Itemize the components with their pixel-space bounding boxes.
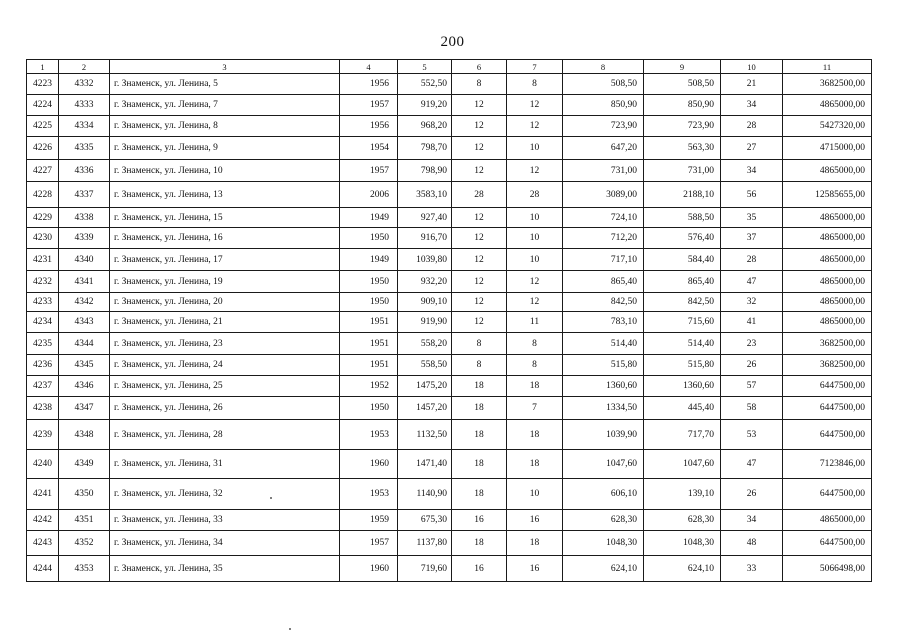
table-cell-col-6: 28 — [452, 182, 507, 208]
table-cell-col-6: 18 — [452, 376, 507, 397]
table-cell-col-9: 563,30 — [644, 137, 721, 160]
table-cell-col-11: 5427320,00 — [783, 116, 872, 137]
table-cell-col-3: г. Знаменск, ул. Ленина, 26 — [110, 397, 340, 420]
table-cell-col-5: 798,90 — [398, 160, 452, 182]
table-cell-col-1: 4243 — [27, 531, 59, 556]
table-cell-col-7: 7 — [507, 397, 563, 420]
table-cell-col-5: 675,30 — [398, 510, 452, 531]
table-cell-col-6: 12 — [452, 137, 507, 160]
table-cell-col-1: 4240 — [27, 450, 59, 479]
table-cell-col-9: 731,00 — [644, 160, 721, 182]
table-cell-col-10: 33 — [721, 556, 783, 582]
table-cell-col-2: 4338 — [59, 208, 110, 228]
table-cell-col-11: 6447500,00 — [783, 376, 872, 397]
table-row — [27, 160, 872, 182]
table-cell-col-2: 4348 — [59, 420, 110, 450]
table-cell-col-10: 34 — [721, 510, 783, 531]
table-cell-col-6: 16 — [452, 510, 507, 531]
table-cell-col-5: 558,20 — [398, 333, 452, 355]
table-cell-col-3: г. Знаменск, ул. Ленина, 13 — [110, 182, 340, 208]
table-cell-col-6: 8 — [452, 333, 507, 355]
table-cell-col-8: 628,30 — [563, 510, 644, 531]
table-cell-col-9: 508,50 — [644, 74, 721, 95]
table-cell-col-9: 842,50 — [644, 293, 721, 312]
table-cell-col-11: 4865000,00 — [783, 95, 872, 116]
table-cell-col-1: 4234 — [27, 312, 59, 333]
table-cell-col-5: 932,20 — [398, 271, 452, 293]
table-row — [27, 208, 872, 228]
table-row — [27, 355, 872, 376]
table-cell-col-6: 18 — [452, 479, 507, 510]
table-cell-col-11: 6447500,00 — [783, 397, 872, 420]
table-cell-col-7: 11 — [507, 312, 563, 333]
table-cell-col-1: 4226 — [27, 137, 59, 160]
table-row — [27, 397, 872, 420]
table-cell-col-8: 731,00 — [563, 160, 644, 182]
table-cell-col-4: 1949 — [340, 208, 398, 228]
table-cell-col-7: 10 — [507, 137, 563, 160]
table-cell-col-4: 1949 — [340, 249, 398, 271]
table-row — [27, 182, 872, 208]
table-cell-col-11: 4865000,00 — [783, 312, 872, 333]
table-cell-col-11: 4865000,00 — [783, 160, 872, 182]
table-cell-col-5: 1471,40 — [398, 450, 452, 479]
table-cell-col-3: г. Знаменск, ул. Ленина, 25 — [110, 376, 340, 397]
table-cell-col-8: 624,10 — [563, 556, 644, 582]
table-cell-col-6: 12 — [452, 312, 507, 333]
table-cell-col-4: 1959 — [340, 510, 398, 531]
table-cell-col-3: г. Знаменск, ул. Ленина, 28 — [110, 420, 340, 450]
table-cell-col-4: 2006 — [340, 182, 398, 208]
table-cell-col-9: 624,10 — [644, 556, 721, 582]
table-cell-col-3: г. Знаменск, ул. Ленина, 10 — [110, 160, 340, 182]
table-cell-col-1: 4223 — [27, 74, 59, 95]
table-cell-col-8: 3089,00 — [563, 182, 644, 208]
table-cell-col-10: 37 — [721, 228, 783, 249]
table-cell-col-9: 514,40 — [644, 333, 721, 355]
table-cell-col-11: 3682500,00 — [783, 74, 872, 95]
table-cell-col-9: 717,70 — [644, 420, 721, 450]
table-cell-col-3: г. Знаменск, ул. Ленина, 7 — [110, 95, 340, 116]
table-cell-col-10: 35 — [721, 208, 783, 228]
table-cell-col-7: 10 — [507, 208, 563, 228]
table-cell-col-5: 3583,10 — [398, 182, 452, 208]
table-cell-col-1: 4229 — [27, 208, 59, 228]
table-cell-col-1: 4225 — [27, 116, 59, 137]
table-row — [27, 556, 872, 582]
table-cell-col-7: 18 — [507, 376, 563, 397]
table-row — [27, 376, 872, 397]
table-cell-col-1: 4242 — [27, 510, 59, 531]
table-cell-col-7: 10 — [507, 228, 563, 249]
table-cell-col-7: 8 — [507, 355, 563, 376]
column-header-4: 4 — [340, 60, 398, 74]
table-cell-col-10: 53 — [721, 420, 783, 450]
table-cell-col-10: 41 — [721, 312, 783, 333]
table-cell-col-10: 56 — [721, 182, 783, 208]
table-cell-col-3: г. Знаменск, ул. Ленина, 15 — [110, 208, 340, 228]
table-cell-col-9: 576,40 — [644, 228, 721, 249]
table-cell-col-3: г. Знаменск, ул. Ленина, 24 — [110, 355, 340, 376]
table-cell-col-11: 6447500,00 — [783, 479, 872, 510]
table-cell-col-9: 715,60 — [644, 312, 721, 333]
table-cell-col-2: 4351 — [59, 510, 110, 531]
column-header-9: 9 — [644, 60, 721, 74]
table-cell-col-8: 1360,60 — [563, 376, 644, 397]
table-cell-col-5: 558,50 — [398, 355, 452, 376]
table-cell-col-11: 6447500,00 — [783, 420, 872, 450]
table-cell-col-7: 12 — [507, 271, 563, 293]
table-cell-col-2: 4347 — [59, 397, 110, 420]
table-cell-col-5: 968,20 — [398, 116, 452, 137]
table-cell-col-9: 850,90 — [644, 95, 721, 116]
table-cell-col-8: 842,50 — [563, 293, 644, 312]
table-cell-col-5: 798,70 — [398, 137, 452, 160]
table-cell-col-4: 1957 — [340, 160, 398, 182]
column-header-2: 2 — [59, 60, 110, 74]
table-cell-col-8: 606,10 — [563, 479, 644, 510]
table-cell-col-8: 783,10 — [563, 312, 644, 333]
table-cell-col-2: 4342 — [59, 293, 110, 312]
table-cell-col-1: 4235 — [27, 333, 59, 355]
column-header-3: 3 — [110, 60, 340, 74]
table-cell-col-11: 7123846,00 — [783, 450, 872, 479]
table-cell-col-8: 508,50 — [563, 74, 644, 95]
table-cell-col-5: 919,20 — [398, 95, 452, 116]
table-cell-col-4: 1957 — [340, 531, 398, 556]
table-cell-col-6: 18 — [452, 397, 507, 420]
table-cell-col-10: 21 — [721, 74, 783, 95]
table-cell-col-8: 647,20 — [563, 137, 644, 160]
table-cell-col-8: 1334,50 — [563, 397, 644, 420]
table-cell-col-6: 8 — [452, 355, 507, 376]
table-cell-col-4: 1954 — [340, 137, 398, 160]
table-cell-col-8: 723,90 — [563, 116, 644, 137]
scan-speck — [289, 628, 291, 630]
table-cell-col-3: г. Знаменск, ул. Ленина, 23 — [110, 333, 340, 355]
table-row — [27, 137, 872, 160]
table-cell-col-4: 1951 — [340, 355, 398, 376]
table-cell-col-3: г. Знаменск, ул. Ленина, 17 — [110, 249, 340, 271]
column-header-8: 8 — [563, 60, 644, 74]
table-cell-col-4: 1953 — [340, 479, 398, 510]
table-cell-col-10: 28 — [721, 249, 783, 271]
table-cell-col-6: 12 — [452, 95, 507, 116]
table-cell-col-1: 4231 — [27, 249, 59, 271]
table-cell-col-3: г. Знаменск, ул. Ленина, 16 — [110, 228, 340, 249]
table-cell-col-8: 717,10 — [563, 249, 644, 271]
table-cell-col-4: 1960 — [340, 450, 398, 479]
table-cell-col-6: 12 — [452, 208, 507, 228]
table-cell-col-9: 515,80 — [644, 355, 721, 376]
column-header-10: 10 — [721, 60, 783, 74]
table-row — [27, 479, 872, 510]
table-cell-col-2: 4335 — [59, 137, 110, 160]
column-header-11: 11 — [783, 60, 872, 74]
table-cell-col-7: 12 — [507, 160, 563, 182]
table-cell-col-7: 18 — [507, 450, 563, 479]
table-cell-col-9: 1047,60 — [644, 450, 721, 479]
table-cell-col-10: 27 — [721, 137, 783, 160]
table-cell-col-1: 4228 — [27, 182, 59, 208]
table-cell-col-1: 4238 — [27, 397, 59, 420]
registry-table — [26, 59, 872, 582]
table-cell-col-5: 1140,90 — [398, 479, 452, 510]
table-cell-col-6: 18 — [452, 531, 507, 556]
table-cell-col-11: 4865000,00 — [783, 271, 872, 293]
table-cell-col-5: 1457,20 — [398, 397, 452, 420]
table-cell-col-1: 4233 — [27, 293, 59, 312]
table-cell-col-2: 4349 — [59, 450, 110, 479]
table-cell-col-4: 1950 — [340, 228, 398, 249]
table-cell-col-2: 4344 — [59, 333, 110, 355]
table-cell-col-2: 4343 — [59, 312, 110, 333]
table-cell-col-3: г. Знаменск, ул. Ленина, 21 — [110, 312, 340, 333]
table-cell-col-2: 4332 — [59, 74, 110, 95]
table-cell-col-4: 1956 — [340, 116, 398, 137]
table-cell-col-8: 1048,30 — [563, 531, 644, 556]
table-cell-col-11: 6447500,00 — [783, 531, 872, 556]
table-cell-col-1: 4244 — [27, 556, 59, 582]
table-cell-col-6: 12 — [452, 160, 507, 182]
table-cell-col-9: 1048,30 — [644, 531, 721, 556]
table-cell-col-9: 628,30 — [644, 510, 721, 531]
table-cell-col-7: 10 — [507, 249, 563, 271]
table-cell-col-3: г. Знаменск, ул. Ленина, 32 — [110, 479, 340, 510]
table-cell-col-10: 47 — [721, 450, 783, 479]
header-row — [27, 60, 872, 74]
table-cell-col-10: 57 — [721, 376, 783, 397]
table-cell-col-5: 909,10 — [398, 293, 452, 312]
table-cell-col-6: 18 — [452, 450, 507, 479]
table-cell-col-8: 850,90 — [563, 95, 644, 116]
table-cell-col-5: 916,70 — [398, 228, 452, 249]
table-cell-col-1: 4236 — [27, 355, 59, 376]
table-cell-col-8: 1047,60 — [563, 450, 644, 479]
table-cell-col-11: 4865000,00 — [783, 228, 872, 249]
scan-speck — [270, 497, 272, 499]
table-cell-col-11: 4865000,00 — [783, 249, 872, 271]
table-cell-col-2: 4350 — [59, 479, 110, 510]
table-cell-col-3: г. Знаменск, ул. Ленина, 5 — [110, 74, 340, 95]
table-row — [27, 333, 872, 355]
table-cell-col-4: 1960 — [340, 556, 398, 582]
table-cell-col-7: 8 — [507, 333, 563, 355]
table-cell-col-2: 4353 — [59, 556, 110, 582]
table-body — [27, 74, 872, 582]
table-row — [27, 293, 872, 312]
table-header — [27, 60, 872, 74]
table-cell-col-2: 4340 — [59, 249, 110, 271]
table-cell-col-5: 1132,50 — [398, 420, 452, 450]
table-cell-col-8: 514,40 — [563, 333, 644, 355]
table-cell-col-7: 28 — [507, 182, 563, 208]
table-cell-col-10: 26 — [721, 355, 783, 376]
table-cell-col-5: 927,40 — [398, 208, 452, 228]
table-cell-col-2: 4339 — [59, 228, 110, 249]
table-cell-col-7: 18 — [507, 420, 563, 450]
table-cell-col-4: 1957 — [340, 95, 398, 116]
table-cell-col-9: 1360,60 — [644, 376, 721, 397]
table-cell-col-1: 4237 — [27, 376, 59, 397]
table-cell-col-6: 12 — [452, 271, 507, 293]
table-cell-col-5: 1137,80 — [398, 531, 452, 556]
table-cell-col-6: 12 — [452, 116, 507, 137]
table-cell-col-3: г. Знаменск, ул. Ленина, 33 — [110, 510, 340, 531]
table-cell-col-4: 1950 — [340, 293, 398, 312]
table-row — [27, 74, 872, 95]
table-cell-col-11: 4865000,00 — [783, 510, 872, 531]
table-cell-col-11: 4715000,00 — [783, 137, 872, 160]
table-cell-col-3: г. Знаменск, ул. Ленина, 9 — [110, 137, 340, 160]
table-cell-col-10: 58 — [721, 397, 783, 420]
table-cell-col-1: 4230 — [27, 228, 59, 249]
table-cell-col-8: 515,80 — [563, 355, 644, 376]
table-cell-col-9: 865,40 — [644, 271, 721, 293]
table-cell-col-10: 34 — [721, 95, 783, 116]
table-cell-col-8: 865,40 — [563, 271, 644, 293]
table-cell-col-10: 28 — [721, 116, 783, 137]
table-cell-col-5: 1039,80 — [398, 249, 452, 271]
table-cell-col-8: 712,20 — [563, 228, 644, 249]
table-cell-col-4: 1951 — [340, 312, 398, 333]
table-cell-col-2: 4336 — [59, 160, 110, 182]
table-cell-col-8: 724,10 — [563, 208, 644, 228]
table-cell-col-1: 4241 — [27, 479, 59, 510]
table-cell-col-9: 584,40 — [644, 249, 721, 271]
table-cell-col-10: 47 — [721, 271, 783, 293]
table-cell-col-10: 23 — [721, 333, 783, 355]
table-cell-col-7: 12 — [507, 116, 563, 137]
table-cell-col-11: 3682500,00 — [783, 355, 872, 376]
table-cell-col-7: 10 — [507, 479, 563, 510]
table-cell-col-4: 1951 — [340, 333, 398, 355]
page-number: 200 — [440, 34, 465, 50]
table-cell-col-4: 1952 — [340, 376, 398, 397]
table-cell-col-6: 12 — [452, 249, 507, 271]
table-cell-col-10: 26 — [721, 479, 783, 510]
table-cell-col-7: 12 — [507, 293, 563, 312]
table-cell-col-5: 719,60 — [398, 556, 452, 582]
table-cell-col-3: г. Знаменск, ул. Ленина, 20 — [110, 293, 340, 312]
table-cell-col-10: 48 — [721, 531, 783, 556]
table-cell-col-7: 16 — [507, 510, 563, 531]
table-row — [27, 116, 872, 137]
table-cell-col-2: 4346 — [59, 376, 110, 397]
table-cell-col-9: 723,90 — [644, 116, 721, 137]
table-row — [27, 249, 872, 271]
table-cell-col-6: 12 — [452, 293, 507, 312]
table-cell-col-7: 18 — [507, 531, 563, 556]
table-cell-col-1: 4239 — [27, 420, 59, 450]
table-cell-col-4: 1950 — [340, 397, 398, 420]
table-cell-col-11: 3682500,00 — [783, 333, 872, 355]
table-cell-col-4: 1950 — [340, 271, 398, 293]
table-cell-col-10: 34 — [721, 160, 783, 182]
table-cell-col-4: 1953 — [340, 420, 398, 450]
table-cell-col-11: 12585655,00 — [783, 182, 872, 208]
table-cell-col-5: 552,50 — [398, 74, 452, 95]
column-header-7: 7 — [507, 60, 563, 74]
table-cell-col-11: 4865000,00 — [783, 208, 872, 228]
table-row — [27, 531, 872, 556]
table-cell-col-7: 8 — [507, 74, 563, 95]
table-cell-col-5: 1475,20 — [398, 376, 452, 397]
table-cell-col-3: г. Знаменск, ул. Ленина, 35 — [110, 556, 340, 582]
table-cell-col-11: 4865000,00 — [783, 293, 872, 312]
table-cell-col-10: 32 — [721, 293, 783, 312]
table-cell-col-9: 445,40 — [644, 397, 721, 420]
table-cell-col-2: 4334 — [59, 116, 110, 137]
table-cell-col-2: 4345 — [59, 355, 110, 376]
table-row — [27, 420, 872, 450]
table-row — [27, 450, 872, 479]
column-header-5: 5 — [398, 60, 452, 74]
table-cell-col-1: 4232 — [27, 271, 59, 293]
table-cell-col-3: г. Знаменск, ул. Ленина, 31 — [110, 450, 340, 479]
table-cell-col-9: 139,10 — [644, 479, 721, 510]
column-header-1: 1 — [27, 60, 59, 74]
table-cell-col-6: 18 — [452, 420, 507, 450]
table-row — [27, 312, 872, 333]
table-cell-col-2: 4352 — [59, 531, 110, 556]
table-cell-col-6: 16 — [452, 556, 507, 582]
table-cell-col-2: 4341 — [59, 271, 110, 293]
table-cell-col-1: 4224 — [27, 95, 59, 116]
column-header-6: 6 — [452, 60, 507, 74]
table-row — [27, 228, 872, 249]
table-cell-col-2: 4333 — [59, 95, 110, 116]
table-cell-col-9: 588,50 — [644, 208, 721, 228]
table-row — [27, 271, 872, 293]
table-cell-col-11: 5066498,00 — [783, 556, 872, 582]
table-cell-col-7: 12 — [507, 95, 563, 116]
table-cell-col-3: г. Знаменск, ул. Ленина, 8 — [110, 116, 340, 137]
table-cell-col-3: г. Знаменск, ул. Ленина, 34 — [110, 531, 340, 556]
table-cell-col-6: 12 — [452, 228, 507, 249]
table-cell-col-8: 1039,90 — [563, 420, 644, 450]
table-cell-col-7: 16 — [507, 556, 563, 582]
table-cell-col-9: 2188,10 — [644, 182, 721, 208]
table-cell-col-6: 8 — [452, 74, 507, 95]
table-cell-col-1: 4227 — [27, 160, 59, 182]
table-row — [27, 510, 872, 531]
table-cell-col-3: г. Знаменск, ул. Ленина, 19 — [110, 271, 340, 293]
table-cell-col-2: 4337 — [59, 182, 110, 208]
table-row — [27, 95, 872, 116]
table-cell-col-4: 1956 — [340, 74, 398, 95]
table-cell-col-5: 919,90 — [398, 312, 452, 333]
